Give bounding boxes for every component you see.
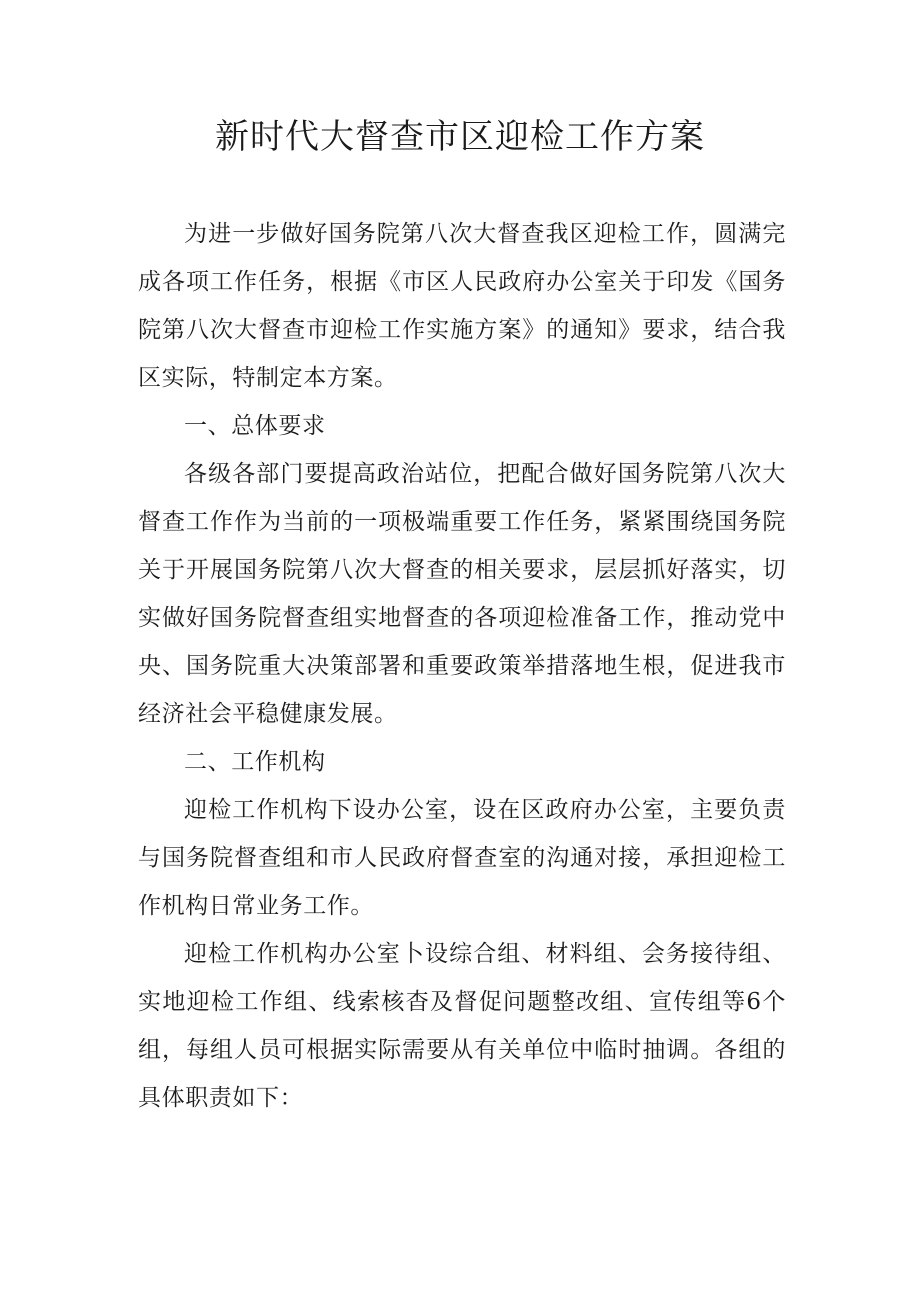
working-body-office-paragraph: 迎检工作机构下设办公室，设在区政府办公室，主要负责与国务院督查组和市人民政府督查室的沟通对接，承担迎检工作机构日常业务工作。 [138, 797, 786, 919]
document-title: 新时代大督查市区迎检工作方案 [215, 117, 705, 157]
working-groups-paragraph: 迎检工作机构办公室卜设综合组、材料组、会务接待组、实地迎检工作组、线索核杳及督促问题整改组、宣传组等6个组，每组人员可根据实际需要从有关单位中临时抽调。各组的具体职责如下： [138, 941, 786, 1111]
intro-paragraph: 为进一步做好国务院第八次大督查我区迎检工作，圆满完成各项工作任务，根据《市区人民政府办公室关于印发《国务院第八次大督查市迎检工作实施方案》的通知》要求，结合我区实际，特制定本方案。 [138, 221, 786, 391]
overall-requirements-paragraph: 各级各部门要提高政治站位，把配合做好国务院第八次大督查工作作为当前的一项极端重要工作任务，紧紧围绕国务院关于开展国务院第八次大督查的相关要求，层层抓好落实，切实做好国务院督查组实地督查的各项迎检准备工作，推动党中央、国务院重大决策部署和重要政策举措落地生根，促进我市经济社会平稳健康发展。 [138, 461, 786, 727]
document-body [138, 210, 786, 1122]
section-heading-overall-requirements: 一、总体要求 [184, 413, 326, 439]
section-heading-working-body: 二、工作机构 [184, 749, 326, 775]
